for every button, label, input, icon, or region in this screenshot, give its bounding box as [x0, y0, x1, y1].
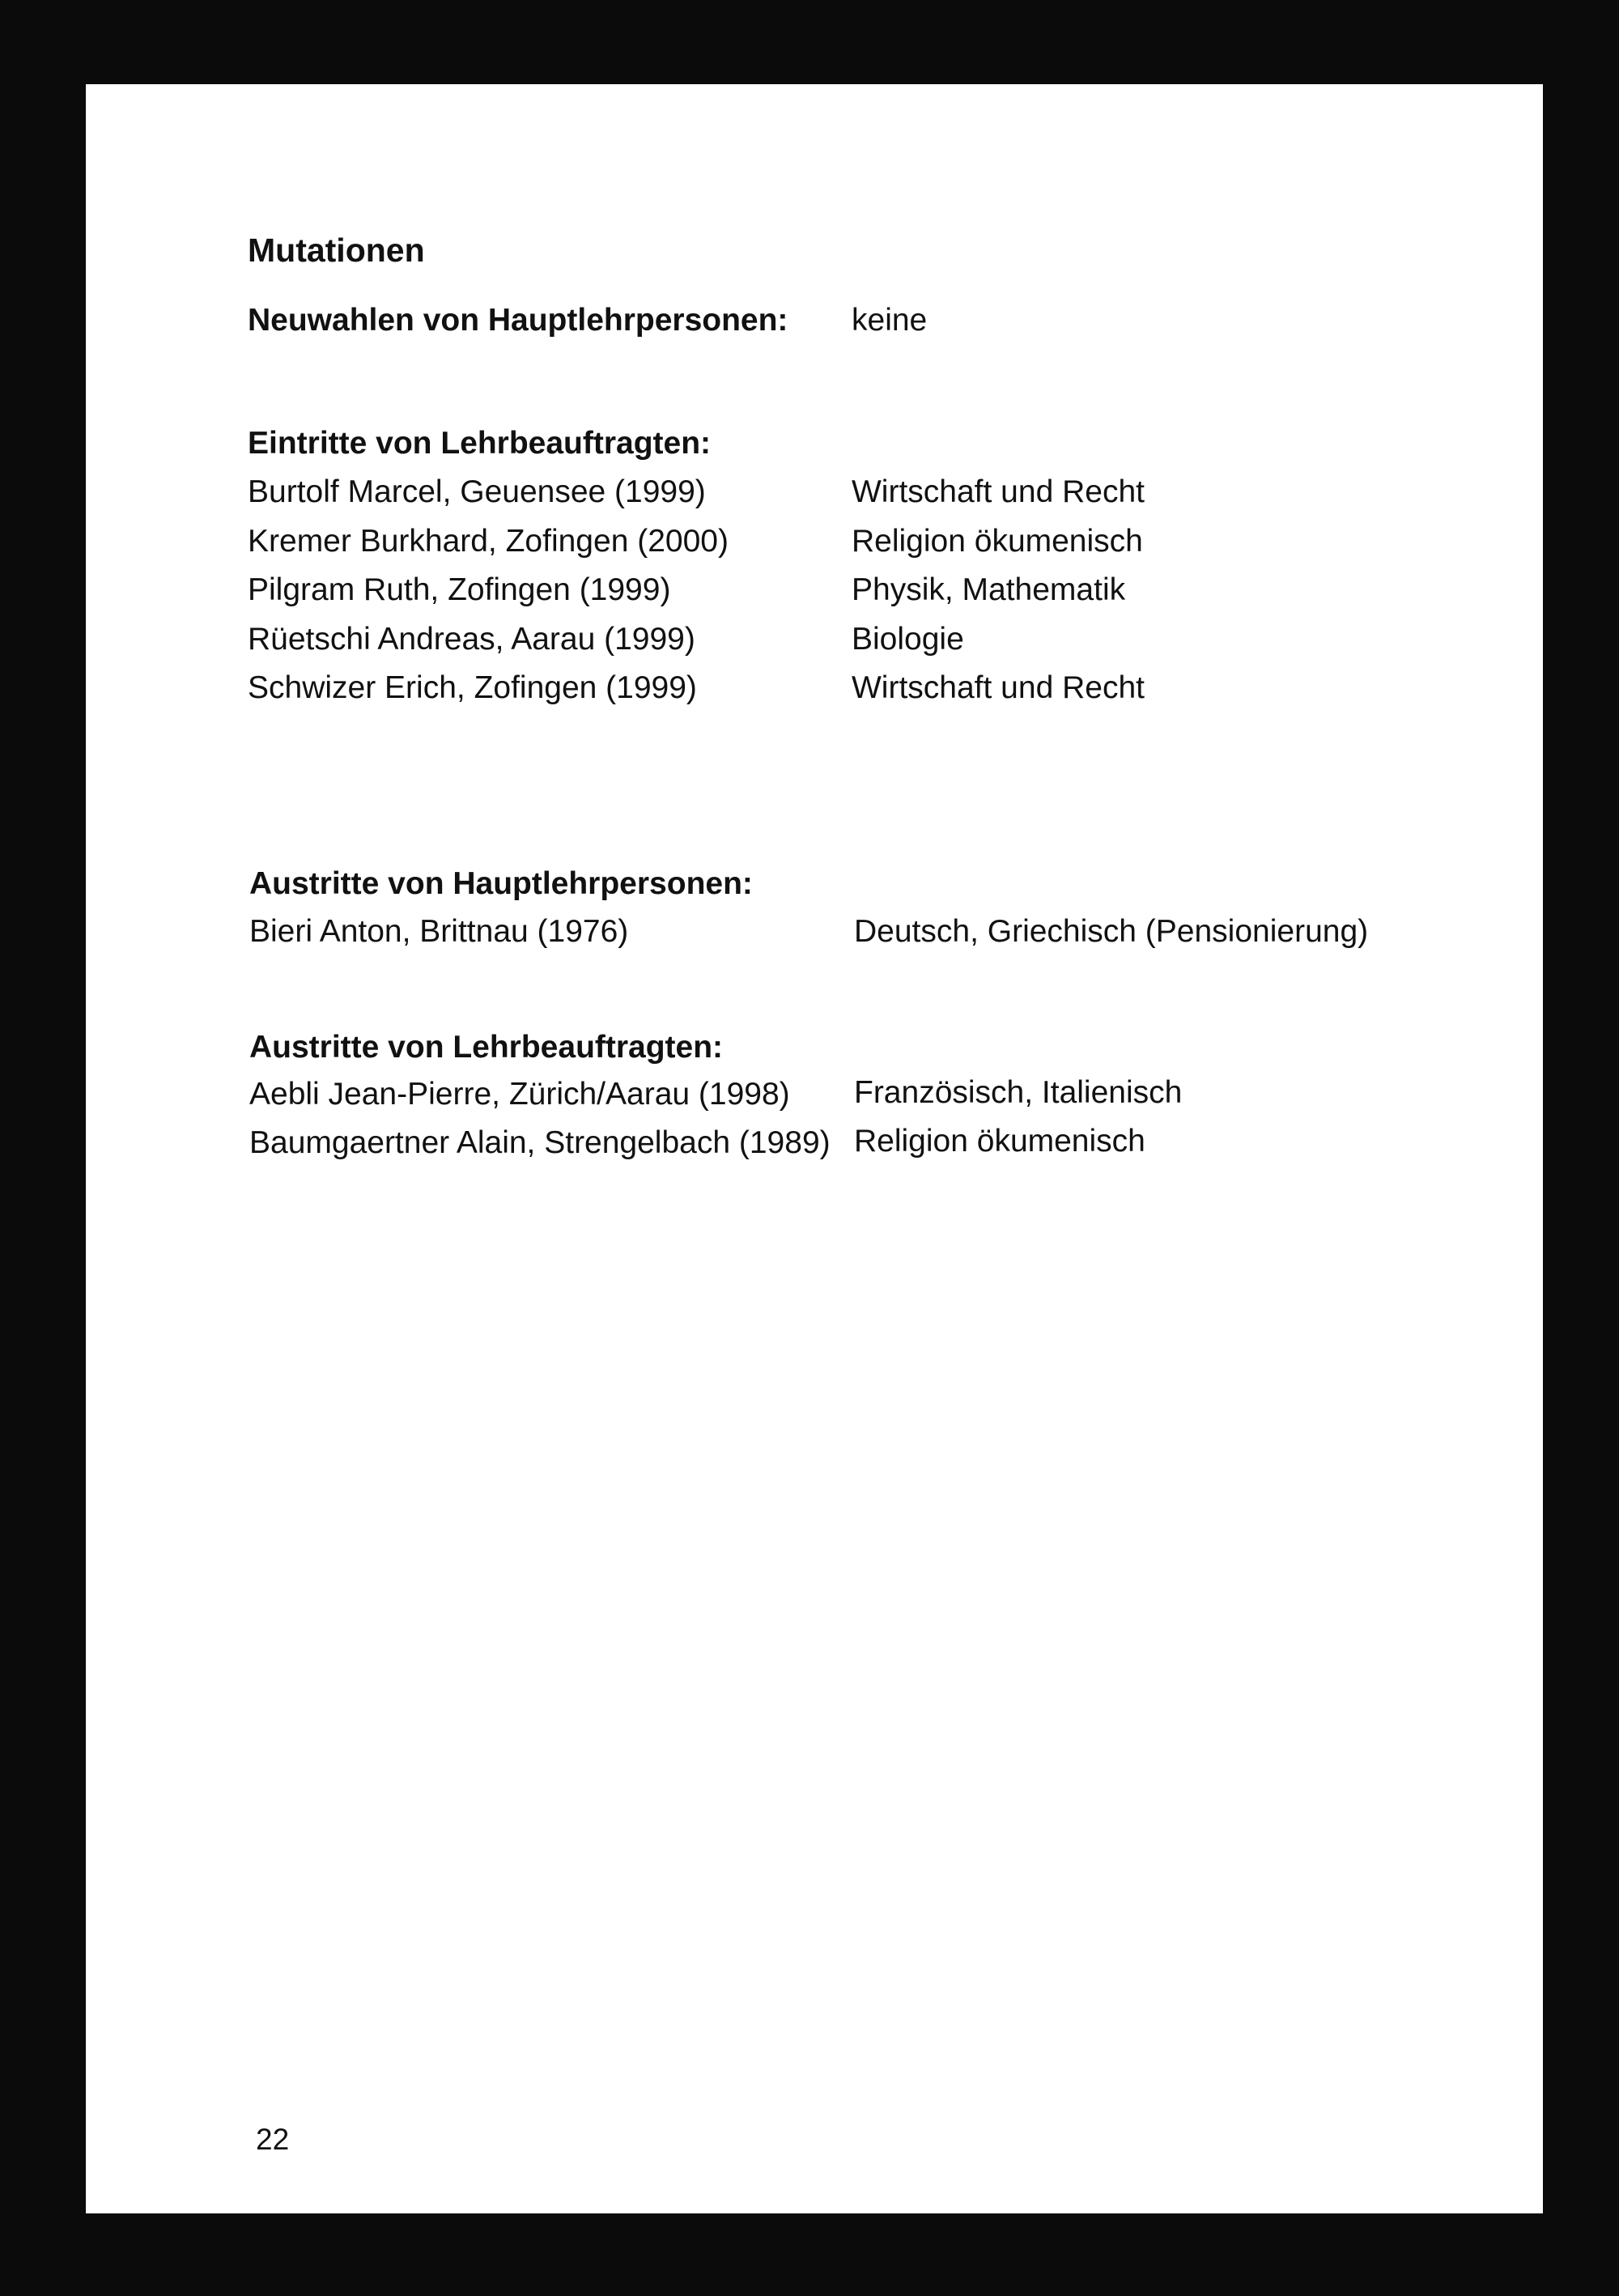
austritt-lehrbeauftragte-name: Aebli Jean-Pierre, Zürich/Aarau (1998) — [249, 1077, 790, 1112]
eintritt-subject: Wirtschaft und Recht — [852, 474, 1145, 509]
austritt-hauptlehr-subject: Deutsch, Griechisch (Pensionierung) — [854, 914, 1369, 949]
eintritt-name: Rüetschi Andreas, Aarau (1999) — [248, 622, 695, 657]
eintritt-subject: Biologie — [852, 622, 964, 657]
eintritte-heading: Eintritte von Lehrbeauftragten: — [248, 426, 712, 461]
austritt-lehrbeauftragte-subject: Religion ökumenisch — [854, 1124, 1145, 1159]
eintritt-name: Burtolf Marcel, Geuensee (1999) — [248, 474, 706, 509]
austritt-hauptlehr-name: Bieri Anton, Brittnau (1976) — [249, 914, 629, 949]
eintritt-subject: Wirtschaft und Recht — [852, 670, 1145, 705]
neuwahlen-label: Neuwahlen von Hauptlehrpersonen: — [248, 303, 788, 338]
eintritt-name: Pilgram Ruth, Zofingen (1999) — [248, 572, 671, 607]
eintritt-subject: Religion ökumenisch — [852, 524, 1143, 559]
austritt-lehrbeauftragte-subject: Französisch, Italienisch — [854, 1075, 1183, 1110]
austritte-lehrbeauftragte-heading: Austritte von Lehrbeauftragten: — [249, 1030, 724, 1065]
eintritt-name: Schwizer Erich, Zofingen (1999) — [248, 670, 697, 705]
page-title: Mutationen — [248, 232, 425, 269]
eintritt-subject: Physik, Mathematik — [852, 572, 1126, 607]
page-number: 22 — [256, 2123, 290, 2156]
austritte-hauptlehr-heading: Austritte von Hauptlehrpersonen: — [249, 866, 753, 901]
document-page — [86, 84, 1543, 2213]
eintritt-name: Kremer Burkhard, Zofingen (2000) — [248, 524, 729, 559]
neuwahlen-value: keine — [852, 303, 928, 338]
austritt-lehrbeauftragte-name: Baumgaertner Alain, Strengelbach (1989) — [249, 1125, 831, 1160]
